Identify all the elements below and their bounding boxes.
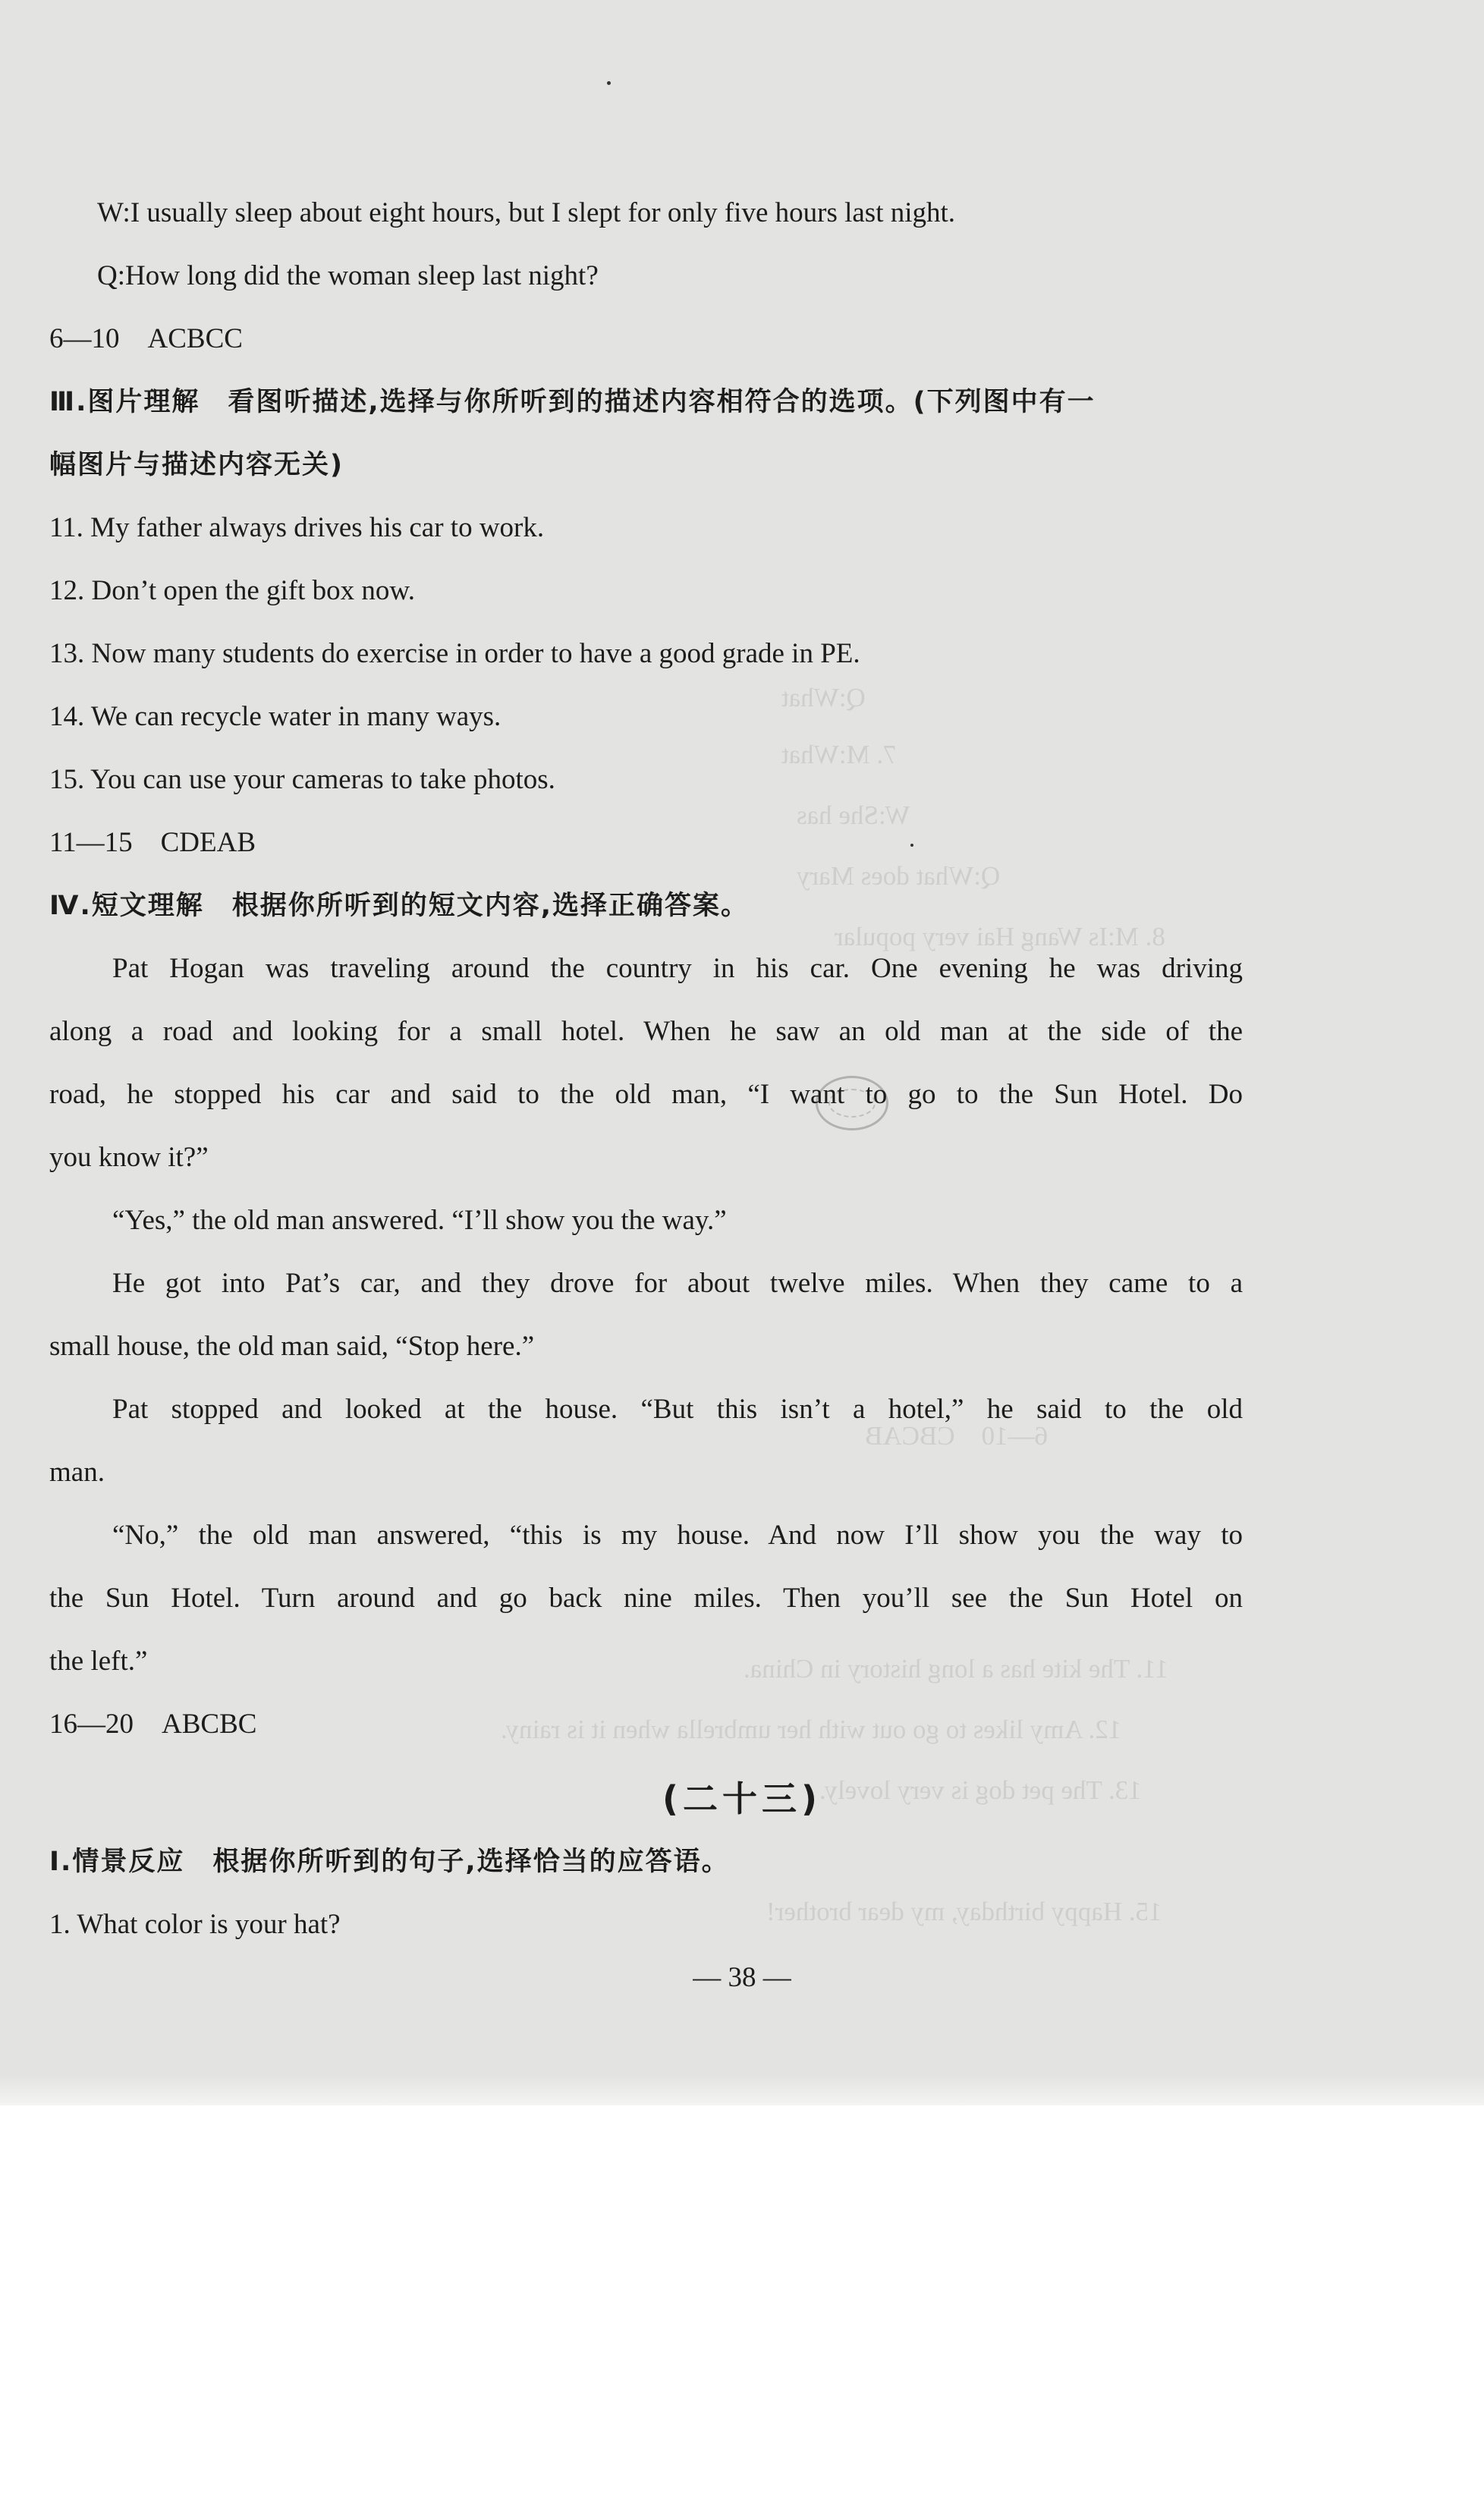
passage-line: man. bbox=[49, 1457, 105, 1488]
bleed-through-text: 6—10 CBCAB bbox=[865, 1421, 1049, 1451]
sentence-item: 12. Don’t open the gift box now. bbox=[49, 575, 415, 606]
passage-line: the left.” bbox=[49, 1646, 148, 1677]
passage-line: He got into Pat’s car, and they drove for about twelve miles. When they came to a bbox=[112, 1268, 1243, 1299]
paper-edge bbox=[0, 2075, 1484, 2105]
sentence-item: 15. You can use your cameras to take photos. bbox=[49, 764, 555, 795]
bleed-through-text: Q:What does Mary bbox=[797, 861, 1001, 891]
dialogue-line: W:I usually sleep about eight hours, but I slept for only five hours last night. bbox=[97, 197, 956, 228]
section-heading-part1: Ⅰ.情景反应 根据你所听到的句子,选择恰当的应答语。 bbox=[49, 1847, 730, 1877]
passage-line: road, he stopped his car and said to the old man, “I want to go to the Sun Hotel. Do bbox=[49, 1079, 1243, 1110]
passage-line: the Sun Hotel. Turn around and go back nine miles. Then you’ll see the Sun Hotel on bbox=[49, 1583, 1243, 1614]
sentence-item: 11. My father always drives his car to work. bbox=[49, 512, 545, 543]
sentence-item: 14. We can recycle water in many ways. bbox=[49, 701, 501, 732]
bleed-through-text: 15. Happy birthday, my dear brother! bbox=[766, 1897, 1162, 1926]
sentence-item: 13. Now many students do exercise in order to have a good grade in PE. bbox=[49, 638, 860, 669]
speck-mark bbox=[910, 844, 913, 847]
page-number: — 38 — bbox=[693, 1962, 791, 1993]
sentence-item: 1. What color is your hat? bbox=[49, 1909, 341, 1940]
section-heading-part4: Ⅳ.短文理解 根据你所听到的短文内容,选择正确答案。 bbox=[49, 891, 750, 921]
bleed-through-text: W:She has bbox=[797, 800, 910, 830]
passage-line: “Yes,” the old man answered. “I’ll show you the way.” bbox=[112, 1205, 727, 1236]
passage-line: “No,” the old man answered, “this is my house. And now I’ll show you the way to bbox=[112, 1520, 1243, 1551]
bleed-through-text: 8. M:Is Wang Hai very popular bbox=[835, 922, 1165, 951]
bleed-through-text: 11. The kite has a long history in China. bbox=[744, 1654, 1168, 1684]
bleed-through-text: 13. The pet dog is very lovely. bbox=[819, 1775, 1142, 1805]
section-heading-part3-cont: 幅图片与描述内容无关) bbox=[49, 450, 344, 480]
section-heading-part3: Ⅲ.图片理解 看图听描述,选择与你所听到的描述内容相符合的选项。(下列图中有一 bbox=[49, 387, 1096, 417]
passage-line: along a road and looking for a small hotel. When he saw an old man at the side of the bbox=[49, 1016, 1243, 1047]
question-line: Q:How long did the woman sleep last night? bbox=[97, 260, 599, 291]
passage-line: Pat Hogan was traveling around the country in his car. One evening he was driving bbox=[112, 953, 1243, 984]
bleed-through-text: 12. Amy likes to go out with her umbrella when it is rainy. bbox=[501, 1715, 1122, 1744]
answer-key: 11—15 CDEAB bbox=[49, 827, 256, 858]
bleed-through-text: Q:What bbox=[781, 683, 866, 712]
bleed-through-text: 7. M:What bbox=[781, 740, 897, 769]
answer-key: 16—20 ABCBC bbox=[49, 1709, 257, 1740]
passage-line: small house, the old man said, “Stop here.” bbox=[49, 1331, 535, 1362]
answer-key: 6—10 ACBCC bbox=[49, 323, 243, 354]
section-title: (二十三) bbox=[662, 1778, 822, 1819]
passage-line: Pat stopped and looked at the house. “But this isn’t a hotel,” he said to the old bbox=[112, 1394, 1243, 1425]
speck-mark bbox=[607, 81, 611, 85]
passage-line: you know it?” bbox=[49, 1142, 209, 1173]
